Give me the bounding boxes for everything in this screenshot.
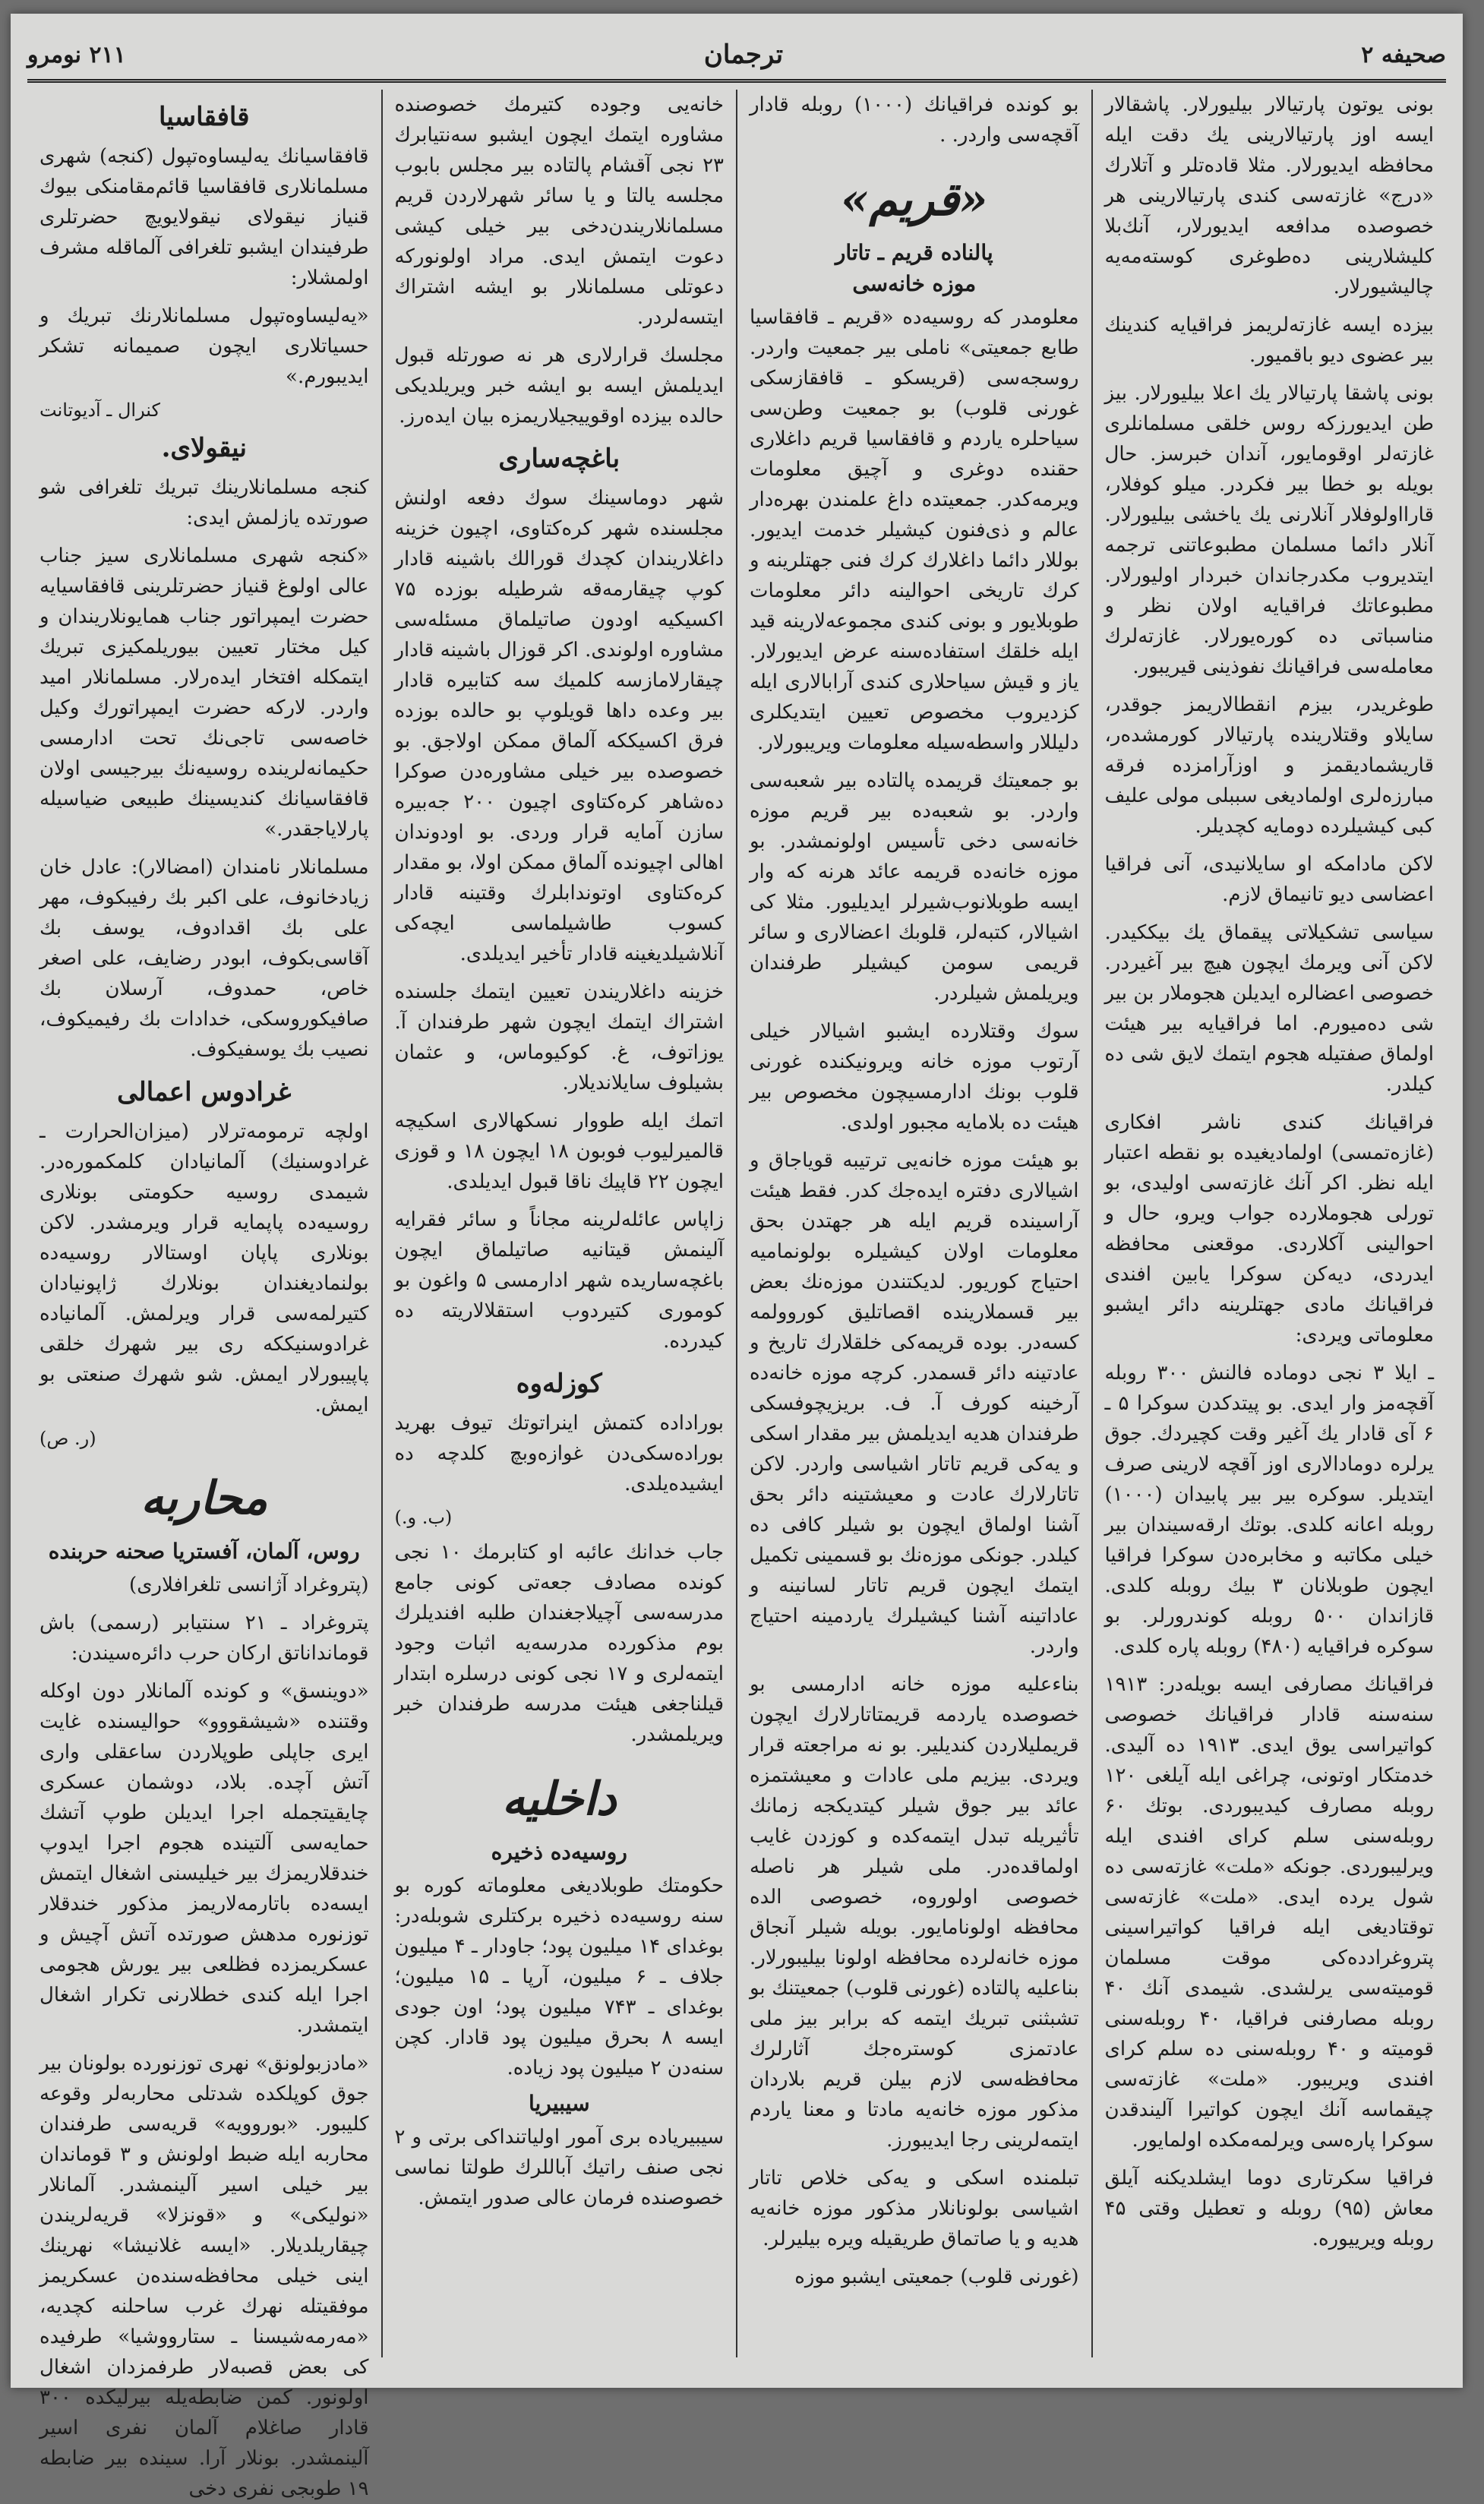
article-paragraph: خزینه داغلاریندن تعیین ایتمك جلسنده اشتراك ایتمك ایچون شهر طرفندان آ. یوزاتوف، غ. كوكیوماس، و عثمان بشیلوف سایلاندیلار. <box>394 980 724 1094</box>
article-paragraph: «كنجه شهری مسلمانلاری سیز جناب عالی اولوغ قنیاز حضرتلرینی قافقاسیایه حضرت ایمپراتور جناب همایونلاریندان و كیل مختار تعیین بیوریلمكیزی تبریك ایتمكله افتخار ایده‌رلار. مسلمانلار امید واردر. لاركه حضرت ایمپراتورك وكیل خاصه‌سی تاجی‌نك تحت ادارمسی حكیمانه‌لرینده روسیه‌نك بیرجیسی اولان قافقاسیانك كندیسینك طبیعی ضیاسیله پارلایاجقدر.» <box>39 545 369 841</box>
signature: (ر. ص) <box>39 1428 96 1449</box>
article-paragraph: اولچه ترمومه‌ترلار (میزان‌الحرارت ـ غرادوسنیك) آلمانیادان كلمكموره‌در. شیمدی روسیه حكومتی بونلاری روسیه‌ده پاپمایه قرار ویرمشدر. لاكن بونلاری پاپان اوستالار روسیه‌ده بولنمادیغندان بونلارك ژاپونیادان كتیرلمه‌سی قرار ویرلمش. آلمانیاده غرادوسنیككه ری بیر شهرك خلقی پاپیبورلار ایمش. شو شهرك صنعتی بو ایمش. <box>39 1120 369 1416</box>
article-paragraph: بیزده ایسه غازته‌لریمز فراقیایه كندینك بیر عضوی دیو باقمیور. <box>1104 314 1434 367</box>
newspaper-page <box>11 14 1463 2500</box>
article-paragraph: قافقاسیانك یه‌لیساوه‌تپول (كنجه) شهری مسلمانلاری قافقاسیا قائم‌مقامنكی بیوك قنیاز نیقولای نیقولایویچ حضرتلری طرفیندان ایشبو تلغرافی آلماقله مشرف اولمشلار: <box>39 145 369 289</box>
section-heading: غرادوس اعمالی <box>117 1077 292 1107</box>
section-heading: باغچه‌ساری <box>498 444 620 474</box>
page-number: صحیفه ۲ <box>1361 41 1446 68</box>
article-paragraph: بوراداده كتمش اینراتوتك تیوف بهرید بوراده‌سكی‌دن غوازه‌وبچ كلدچه ده ایشیده‌یلدی. <box>394 1412 724 1495</box>
article-paragraph: زاپاس عائله‌لرینه مجاناً و سائر فقرایه آلینمش قیتانیه صاتیلماق ایچون باغچه‌ساریده شهر ادارمسی ۵ واغون بو كوموری كتیردوب استقلالاریته ده كیدرده. <box>394 1208 724 1353</box>
article-paragraph: بو كونده فراقیانك (۱۰۰۰) روبله قادار آقچه‌سی وار‌در. . <box>750 93 1079 147</box>
column-4 <box>27 90 381 2500</box>
newspaper-title: ترجمان <box>703 39 784 70</box>
article-paragraph: معلومدر كه روسیه‌ده «قریم ـ قافقاسیا طابع جمعیتی» ناملی بیر جمعیت واردر. روسجه‌سی (قریسكو ـ قافقازسكی غورنی قلوب) بو جمعیت وطن‌سی سیاحلره یاردم و قافقاسیا قریم داغلاری حقنده دوغری و آچیق معلومات ویرمه‌كدر. جمعیتده داغ علمندن بهره‌دار عالم و ذی‌فنون كیشیلر خدمت ایدیور. بوللار دائما داغلارك كرك فنی جهتلرینه و كرك تاریخی احوالینه دائر معلومات طوبلایور و بونی كندی مجموعه‌لارینه قید ایله خلقك استفاده‌سنه عرض ایدیورلار. یاز و قیش سیاحلاری كندی آرابالاری ایله كزدیروب مخصوص تعیین ایتدیكلری دلیللار واسطه‌سیله معلومات ویریبورلار. <box>750 306 1079 754</box>
article-paragraph: بونی پاشقا پارتیالار یك اعلا بیلیورلار. بیز طن ایدیورزكه روس خلقی مسلمانلری غازته‌لر اوقومایور، آندان خبرسز. حال بویله بو خطا بیر فكردر. میلو كوفلار، قارااولوفلار آنلارنی یك یاخشی بیلیورلار. آنلار دائما مسلمان مطبوعاتنی ترجمه ایتدیروب مكدرجاندان خبردار اولیورلار. مطبوعاتك فراقیایه اولان نظر و مناسباتی ده كوره‌یورلار. غازته‌لرك معامله‌سی فراقیانك نفوذینی قیریبور. <box>1104 382 1434 678</box>
section-heading: نیقولای. <box>161 433 247 463</box>
subheading: روس، آلمان، آفستریا صحنه حربنده <box>48 1539 360 1564</box>
article-paragraph: پتروغراد ـ ۲۱ سنتیابر (رسمی) باش قومانداناتق اركان حرب دائره‌سیندن: <box>39 1612 369 1665</box>
article-paragraph: بونی یوتون پارتیالار بیلیورلار. پاشقالار ایسه اوز پارتیالارینی یك دقت ایله محافظه ایدیورلار. مثلا قاده‌تلر و آتلارك «درج» غازته‌سی كندی پارتیالارینی هر خصوصده مدافعه ایدیورلار، آنك‌بلا كلیشلارینی ده‌طوغری كوسته‌مه‌یه چالیشیورلار. <box>1104 93 1434 298</box>
article-paragraph: فراقیانك مصارفی ایسه بویله‌در: ۱۹۱۳ سنه‌سنه قادار فراقیانك خصوصی كواتیراسی یوق ایدی. ۱۹۱۳ ده آلیدی. خدمتكار اوتونی، چراغی ایله آیلغی ۱۲۰ روبله مصارف كیدیبوردی. بوتك ۶۰ روبله‌سنی سلم كرای افندی ایله ویرلیبوردی. جونكه «ملت» غازته‌سی ده شول یرده ایدی. «ملت» غازته‌سی توقتادیغی ایله فراقیا كواتیراسینی پتروغرادده‌كی موقت مسلمان قومیته‌سی یرلشدی. شیمدی آنك ۴۰ روبله مصارفنی فراقیا، ۴۰ روبله‌سنی قومیته و ۴۰ روبله‌سنی ده سلم كرای افندی ویریبور. «ملت» غازته‌سی چیقماسه آنك ایچون كواتیرا آلیندقدن سوكرا پاره‌سی ویرلمه‌مكده اولمایور. <box>1104 1673 1435 2152</box>
section-heading: كوزله‌وه <box>516 1369 602 1399</box>
columns <box>27 90 1446 2500</box>
article-paragraph: «یه‌لیساوه‌تپول مسلمانلارنك تبریك و حسیاتلاری ایچون صمیمانه تشكر ایدیبورم.» <box>39 305 369 388</box>
signature: كنرال ـ آدیوتانت <box>39 399 160 421</box>
article-paragraph: مجلسك قرارلاری هر نه صورتله قبول ایدیلمش ایسه بو ایشه خبر ویریلدیكی حالده بیزده اوقوییجیلاریمزه بیان ایده‌رز. <box>394 344 724 428</box>
article-paragraph: «دوینسق» و كونده آلمانلار دون اوكله وقتنده «شیشقووو» حوالیسنده غایت ایری جاپلی طوپلاردن ساعقلی واری آتش آچده. بلاد، دوشمان عسكری چایقیتجمله اجرا ایدیلن طوپ آتشك حمایه‌سی آلتینده هجوم اجرا ایدوپ خندقلاریمزك بیر خیلیسنی اشغال ایتمش ایسه‌ده باتارمه‌لاریمز مذكور خندقلار توزنوره مدهش صورتده آتش آچیش و عسكریمزده فظلعی بیر یورش هجومی اجرا ایله كندی خطلارنی تكرار اشغال ایتمشدر. <box>39 1680 369 2037</box>
article-paragraph: تبلمنده اسكی و یه‌كی خلاص تاتار اشیاسی بولونانلار مذكور موزه خانه‌یه هدیه و یا صاتماق طریقیله ویره بیلیرلر. <box>750 2167 1079 2250</box>
subheading: موزه خانه‌سی <box>852 271 977 296</box>
issue-number: ۲۱۱ نومرو <box>27 41 126 68</box>
signature: (ب. و.) <box>394 1507 453 1528</box>
section-heading: داخلیه <box>501 1773 617 1826</box>
subheading: پالناده قریم ـ تاتار <box>835 240 993 265</box>
article-paragraph: لاكن مادامكه او سایلانیدی، آنی فراقیا اعضاسی دیو تانیماق لازم. <box>1104 853 1434 906</box>
column-2 <box>736 90 1091 2357</box>
section-heading: قافقاسیا <box>158 102 250 132</box>
article-paragraph: اتمك ایله طووار نسكهالاری اسكیچه قالمیرلیوب فوبون ۱۸ ایچون ۱۸ و قوزی ایچون ۲۲ قاپیك ناقا قبول ایدیلدی. <box>394 1110 724 1193</box>
section-heading: محاربه <box>141 1472 268 1525</box>
article-paragraph: ـ ایلا ۳ نجی دوماده فالنش ۳۰۰ روبله آقچه‌مز وار ایدی. بو پیتدكدن سوكرا ۵ ـ ۶ آی قادار یك آغیر وقت كچیردك. جوق یرلره دومادالاری اوز آقچه لارینی صرف ایتدیلر. سوكره بیر بیر پابیدان (۱۰۰۰) روبله اعانه كلدی. بوتك ارقه‌سیندان بیر خیلی مكاتبه و مخابره‌دن سوكرا فراقیا ایچون طوبلانان ۳ بیك روبله كلدی. قازاندان ۵۰۰ روبله كوندرورلر. بو سوكره فراقیایه (۴۸۰) روبله پاره كلدی. <box>1104 1362 1434 1658</box>
subheading: سیبیریا <box>528 2091 590 2116</box>
article-paragraph: سوك وقتلارده ایشبو اشیالار خیلی آرتوب موزه خانه ویرونیكنده غورنی قلوب بونك ادارمسیچون مخصوص بیر هیئت ده بلامایه مجبور اولدی. <box>750 1020 1079 1134</box>
article-paragraph: طوغریدر، بیزم انقطالاریمز جوقدر، سایلاو وقتلارینده پارتیالار كورمشده‌ر، قاریشمادیقمز و اوزآرامزده فرقه مبارزه‌لری اولمادیغی سببلی مولی علیف كبی كیشیلرده دومایه كچدیلر. <box>1104 693 1434 838</box>
article-paragraph: سیبیریاده بری آمور اولیاتنداكی برتی و ۲ نجی صنف راتیك آباللرك طولتا نماسی خصوصنده فرمان عالی صدور ایتمش. <box>394 2126 724 2209</box>
column-1 <box>1091 90 1447 2357</box>
article-paragraph: بناءعلیه موزه خانه ادارمسی بو خصوصده یاردمه قریمتاتارلارك ایچون قریملیلاردن كندیلیر. بو نه مراجعته قرار ویردی. بیزیم ملی عادات و معیشتمزه عائد بیر جوق شیلر كیتدیكجه زمانك تأثیریله تبدل ایتمه‌كده و كوزدن غایب اولماقده‌در. ملی شیلر هر ناصله خصوصی اولوروه، خصوصی الده محافظه اولونامایور. بویله شیلر آنجاق موزه خانه‌لرده محافظه اولونا بیلیبورلار. بناعلیه پالتاده (غورنی قلوب) جمعیتنك بو تشبثنی تبریك ایتمه كه برابر بیز ملی عادتمزی كوستره‌جك آثارلرك محافظه‌سی لازم بیلن قریم بلاردان مذكور موزه خانه‌یه مادتا و معنا یاردم ایتمه‌لرینی رجا ایدیبورز. <box>750 1673 1079 2152</box>
article-paragraph: «مادزبولونق» نهری توزنورده بولونان بیر جوق كوپلكده شدتلی محاربه‌لر وقوعه كلیبور. «بوروویه» قریه‌سی طرفندان محاربه ایله ضبط اولونش و ۳ قوماندان بیر خیلی اسیر آلینمشدر. آلمانلار «نولیكی» و «قونزلا» قریه‌لریندن چیقاریلدیلار. «ایسه غلانیشا» نهرینك اینی‌ خیلی محافظه‌سنده‌ن عسكریمز موفقیتله نهرك غرب ساحلنه كچدیه، «مه‌رمه‌شیسنا ـ ستارووشیا» طرفیده كی بعض قصبه‌لار طرفمزدان اشغال اولونور. كمن ضابطه‌یله بیرلیكده ۳۰۰ قادار صاغلام آلمان نفری اسیر آلینمشدر. بونلار آرا. سینده بیر ضابطه ۱۹ طوبجی نفری دخی <box>39 2052 369 2500</box>
masthead <box>27 30 1446 83</box>
article-paragraph: شهر دوماسینك سوك دفعه اولنش مجلسنده شهر كره‌كتاوی، اچیون خزینه داغلاریندان كچدك قورالك باشینه قادار كوپ چیقارمه‌قه شرطیله بوزده ۷۵ اكسیكیه اودون صاتیلماق مسئله‌سی مشاوره اولوندی. اكر قوزال باشینه قادار چیقارلامازسه كلمیك سه كتابیره قادار بیر وعده داها قویلوپ بو حالده بوزده فرق اكسیككه آلماق ممكن اولاجق. بو خصوصده بیر خیلی مشاوره‌دن صوكرا ده‌شاهر كره‌كتاوی اچیون ۲۰۰ جه‌بیره سازن آمایه قرار وردی. بو اودوندان اهالی اچیونده آلماق ممكن اولا، بو مقدار كره‌كتاوی اوتوندابلرك وقتینه قادار كسوب طاشیلماسی ایچه‌كی آنلاشیلدیغینه قادار تأخیر ایدیلدی. <box>394 487 724 965</box>
article-paragraph: فراقیانك كندی ناشر افكاری (غازه‌تمسی) اولمادیغیده بو نقطه اعتبار ایله نظر. اكر آنك غازته‌سی اولیدی، بو تورلی هجوملارده جواب ویرو، حال و احوالینی آكلاردی. موقعنی محافظه ایدردی، دیه‌كن سوكرا یابین افندی فراقیانك مادی جهتلرینه دائر ایشبو معلوماتی ویردی: <box>1104 1111 1434 1347</box>
article-paragraph: بو هیئت موزه خانه‌یی ترتیبه قویاجاق و اشیالاری دفتره ایده‌جك كدر. فقط هیئت آراسینده قریم ایله هر جهتدن بحق معلومات اولان كیشیلره بولونمامیه احتیاج كوریور. لدیكتندن موزه‌نك بعض بیر قسملارینده اقصاتلیق كوروولمه كسه‌در. بوده قریمه‌كی خلقلارك تاریخ و عادتینه دائر قسمدر. كرچه موزه خانه‌ده آرخینه كورف آ. ف. بریزیچوفسكی طرفندان هدیه ایدیلمش بیر مقدار اسكی و یه‌كی قریم تاتار اشیاسی واردر. لاكن تاتارلارك عادت و معیشتینه دائر بحق آشنا اولماق ایچون بو شیلر كافی ده كیلدر. جونكی موزه‌نك بو قسمینی تكمیل ایتمك ایچون قریم تاتار لسانینه و عاداتینه آشنا كیشیلرك یاردمینه احتیاج واردر. <box>750 1149 1079 1658</box>
article-paragraph: بو جمعیتك قریمده پالتاده بیر شعبه‌سی واردر. بو شعبه‌ده بیر قریم موزه خانه‌سی دخی تأسیس اولونمشدر. بو موزه خانه‌ده قریمه عائد هرنه كه وار ایسه طوبلانوب‌شیرلر ایدیلیور. مثلا كی اشیالار، كتبه‌لر، قلوبك اعضالاری و سائر قریمی سومن كیشیلر طرفندان ویریلمش شیلردر. <box>750 769 1079 1005</box>
article-paragraph: (پتروغراد آژانسی تلغرافلاری) <box>129 1574 369 1596</box>
article-paragraph: سیاسی تشكیلاتی پیقماق یك بیككیدر. لاكن آنی ویرمك ایچون هیچ بیر آغیردر. خصوصی اعضالره ایدیلن هجوملار بن بیر شی ده‌میورم. اما فراقیایه بیر هیئت اولماق صفتیله هجوم ایتمك لایق شی ده كیلدر. <box>1104 921 1434 1096</box>
article-paragraph: كنجه مسلمانلارینك تبریك تلغرافی شو صورتده یازلمش ایدی: <box>39 476 369 529</box>
article-paragraph: حكومتك طوبلادیغی معلوماته كوره بو سنه روسیه‌ده ذخیره بركتلری شوبله‌در: بوغدای ۱۴ میلیون پود؛ جاودار ـ ۴ میلیون جلاف ـ ۶ میلیون، آرپا ـ ۱۵ میلیون؛ بوغدای ـ ۷۴۳ میلیون پود؛ اون جودی ایسه ۸ بحرق میلیون پود قادار. كچن سنه‌دن ۲ میلیون پود زیاده. <box>394 1874 725 2079</box>
column-3 <box>381 90 737 2357</box>
section-heading: «قریم» <box>841 173 988 226</box>
article-paragraph: فراقیا سكرتاری دوما ایشلدیكنه آیلق معاش (۹۵) روبله و تعطیل وقتی ۴۵ روبله ویرییوره. <box>1104 2167 1434 2250</box>
article-paragraph: خانه‌یی وجوده كتیرمك خصوصنده مشاوره ایتمك ایچون ایشبو سه‌نتیابرك ۲۳ نجی آقشام پالتاده بیر مجلس بابوب مجلسه یالتا و یا سائر شهرلاردن قریم مسلمانلاریندن‌دخی بیر خیلی كیشی دعوت ایتمش ایدی. مراد اولونوركه دعوتلی مسلمانلار بو ایشه اشتراك ایتسه‌لردر. <box>394 93 724 329</box>
article-paragraph: مسلمانلار نامندان (امضالار): عادل خان زیاد‌خانوف، علی اكبر بك رفیبكوف، مهر علی بك اقدادوف، یوسف بك آقاسی‌بكوف، ابودر رضایف، علی اصغر خاص، حمدوف، آرسلان بك صافیكوروسكی، خدادات بك رفیمیكوف، نصیب بك یوسفیكوف. <box>39 856 369 1061</box>
subheading: روسیه‌ده ذخیره <box>491 1839 627 1865</box>
article-paragraph: (غورنی قلوب) جمعیتی ایشبو موزه <box>794 2266 1079 2288</box>
article-paragraph: جاب خدانك عائبه او كتابرمك ۱۰ نجی كونده مصادف جعه‌تی كونی جامع مدرسه‌سی آچیلاجغندان طلبه افندیلرك بوم مذكورده مدرسه‌یه اثبات وجود ایتمه‌لری و ۱۷ نجی كونی درسلره ابتدار قیلناجغی هیئت مدرسه طرفندان خبر ویریلمشدر. <box>394 1541 724 1746</box>
